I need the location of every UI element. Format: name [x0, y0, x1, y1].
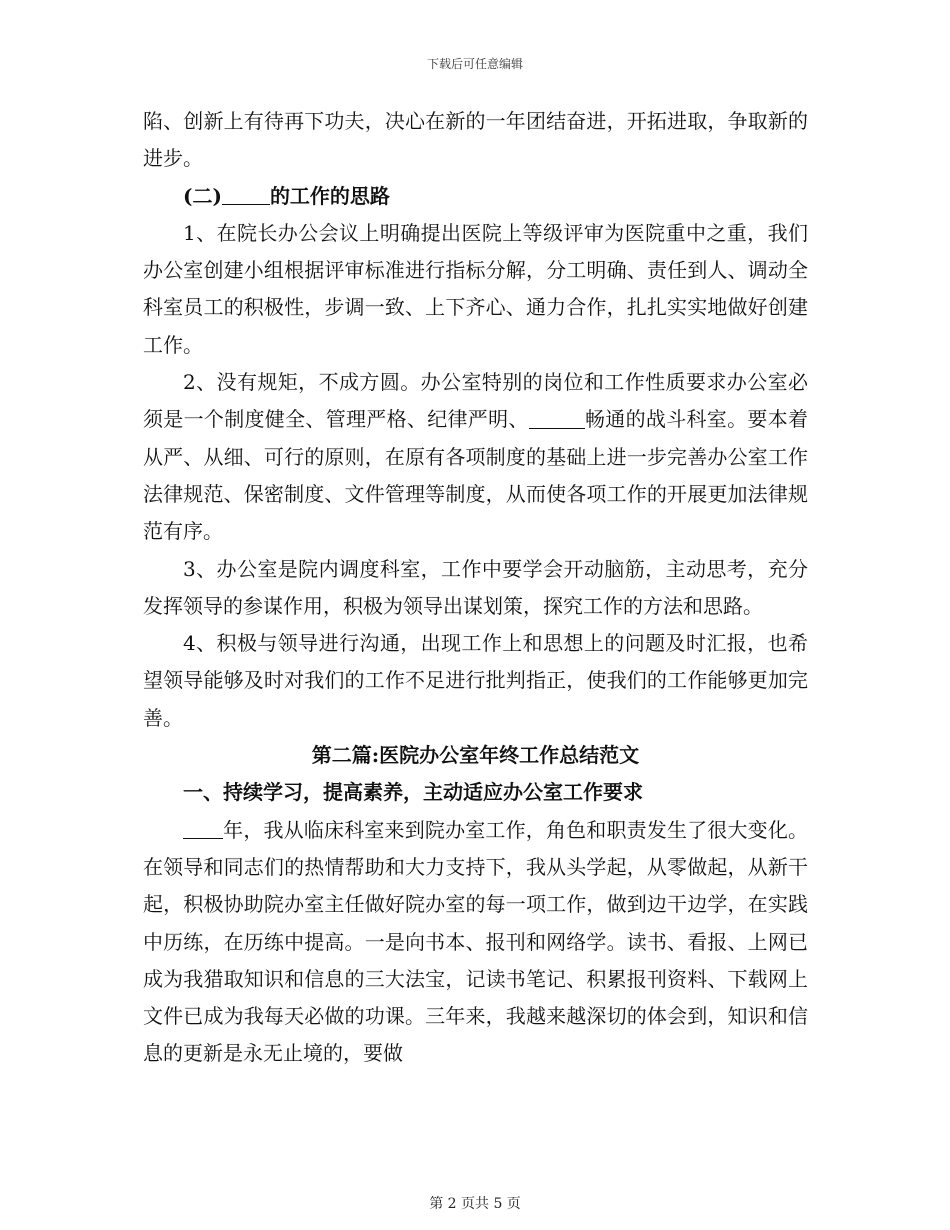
blank-underline	[183, 817, 223, 839]
paragraph-3: 3、办公室是院内调度科室，工作中要学会开动脑筋，主动思考，充分发挥领导的参谋作用，积极为领导出谋划策，探究工作的方法和思路。	[143, 556, 808, 618]
blank-underline	[222, 183, 270, 205]
subheading-text: 的工作的思路	[269, 183, 390, 208]
paragraph-2	[143, 364, 808, 550]
paragraph-5	[143, 812, 808, 1073]
paragraph-1: 1、在院长办公会议上明确提出医院上等级评审为医院重中之重，我们办公室创建小组根据评审标准进行指标分解，分工明确、责任到人、调动全科室员工的积极性，步调一致、上下齐心、通力合作，扎扎实实地做好创建工作。	[143, 220, 808, 357]
page-header: 下载后可任意编辑	[426, 57, 523, 71]
paragraph-continuation: 陷、创新上有待再下功夫，决心在新的一年团结奋进，开拓进取，争取新的进步。	[143, 109, 808, 171]
section-heading-1: 一、持续学习，提高素养，主动适应办公室工作要求	[183, 780, 643, 805]
blank-underline	[529, 407, 585, 429]
article-title: 第二篇:医院办公室年终工作总结范文	[311, 743, 640, 768]
subheading-number: (二)	[183, 183, 222, 208]
paragraph-5-text: 年，我从临床科室来到院办室工作，角色和职责发生了很大变化。在领导和同志们的热情帮助和大力支持下，我从头学起，从零做起，从新干起，积极协助院办室主任做好院办室的每一项工作，做到边干边学，在实践中历练，在历练中提高。一是向书本、报刊和网络学。读书、看报、上网已成为我猎取知识和信息的三大法宝，记读书笔记、积累报刊资料、下载网上文件已成为我每天必做的功课。三年来，我越来越深切的体会到，知识和信息的更新是永无止境的，要做	[143, 817, 808, 1066]
subheading-work-ideas	[143, 178, 808, 215]
page-footer: 第 2 页共 5 页	[429, 1196, 521, 1212]
paragraph-4: 4、积极与领导进行沟通，出现工作上和思想上的问题及时汇报，也希望领导能够及时对我们的工作不足进行批判指正，使我们的工作能够更加完善。	[143, 631, 808, 730]
document-body	[143, 103, 808, 1073]
paragraph-2-part-b: 畅通的战斗科室。要本着从严、从细、可行的原则，在原有各项制度的基础上进一步完善办公室工作法律规范、保密制度、文件管理等制度，从而使各项工作的开展更加法律规范有序。	[143, 407, 809, 544]
paragraph-2-part-a: 2、没有规矩，不成方圆。办公室特别的岗位和工作性质要求办公室必须是一个制度健全、管理严格、纪律严明、	[143, 370, 808, 432]
